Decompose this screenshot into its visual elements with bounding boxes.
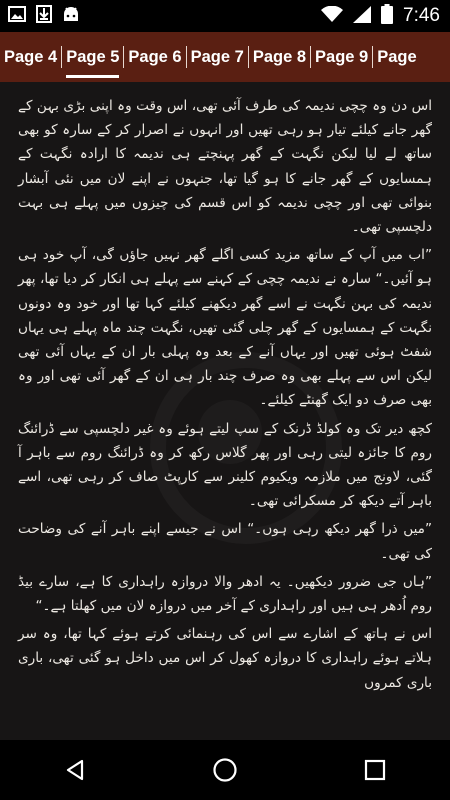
recents-button[interactable] [345,740,405,800]
paragraph: ”ہاں جی ضرور دیکھیں۔ یہ ادھر والا دروازہ راہداری کا ہے، سارے بیڈ روم اُدھر ہی ہیں اور راہداری کے آخر میں دروازہ لان میں کھلتا ہے۔“ [18,573,432,615]
status-bar [0,0,450,32]
tab-page-7[interactable]: Page 7 [190,47,244,66]
paragraph: ”میں ذرا گھر دیکھ رہی ہوں۔“ اس نے جیسے اپنے باہر آنے کی وضاحت کی تھی۔ [18,521,432,562]
system-icons [321,4,450,28]
tab-page-9[interactable]: Page 9 [315,47,369,66]
back-button[interactable] [45,740,105,800]
image-icon [8,6,26,26]
download-icon [36,5,52,27]
page-tabs [0,32,450,82]
tab-page-8[interactable]: Page 8 [252,47,307,66]
home-button[interactable] [195,740,255,800]
tab-page-10[interactable]: Page [377,47,417,66]
story-text [18,94,432,699]
paragraph: اس دن وہ چچی ندیمہ کی طرف آئی تھی، اس وقت وہ اپنی بڑی بہن کے گھر جانے کیلئے تیار ہو رہی تھیں اور انہوں نے اصرار کر کے سارہ کو بھی ساتھ لے لیا لیکن نگہت کے گھر پہنچتے ہی ندیمہ کا ارادہ نگہت کے ہمسایوں کے گھر جانے کا ہو گیا تھا، جنہوں نے اپنے لان میں نئی آبشار بنوائی تھی اور چچی ندیمہ کو اس قسم کی چیزوں میں پہلے ہی بہت دلچسپی تھی۔ [18,98,432,236]
notification-icons [0,5,80,27]
signal-icon [353,6,371,27]
paragraph: ”اب میں آپ کے ساتھ مزید کسی اگلے گھر نہیں جاؤں گی، آپ خود ہی ہو آئیں۔“ سارہ نے ندیمہ چچی کے کہنے سے پہلے ہی انکار کر دیا تھا، پھر ندیمہ کی بہن نگہت نے اسے گھر دیکھنے کیلئے کہا تھا اور خود وہ دونوں نگہت کے ہمسایوں کے گھر چلی گئی تھیں، نگہت چند ماہ پہلے ہی یہاں شفٹ ہوئی تھیں اور یہاں آنے کے بعد وہ پہلی بار ان کے یہاں آئی تھی لیکن اس سے پہلے بھی وہ صرف چند بار ہی ان کے گھر آئی تھی اور وہ بھی صرف دو ایک گھنٹے کیلئے۔ [18,247,432,409]
page-content[interactable] [0,82,450,740]
navigation-bar [0,740,450,800]
battery-icon [381,4,393,28]
recents-icon [364,759,386,781]
tab-page-4[interactable]: Page 4 [4,47,58,66]
home-icon [212,757,238,783]
paragraph: اس نے ہاتھ کے اشارے سے اس کی رہنمائی کرتے ہوئے کہا تھا، وہ سر ہلاتے ہوئے راہداری کا دروازہ کھول کر اس میں داخل ہو گئی تھی، باری باری کمروں [18,626,432,691]
tab-page-5[interactable]: Page 5 [62,32,123,82]
android-icon [62,6,80,26]
clock: 7:46 [403,5,440,26]
paragraph: کچھ دیر تک وہ کولڈ ڈرنک کے سپ لیتے ہوئے وہ غیر دلچسپی سے ڈرائنگ روم کا جائزہ لیتی رہی اور پھر گلاس رکھ کر وہ ڈرائنگ روم سے باہر آ گئی، لاونج میں ملازمہ ویکیوم کلینر سے کارپٹ صاف کر رہی تھی، اسے باہر آتے دیکھ کر مسکرائی تھی۔ [18,420,432,510]
wifi-icon [321,6,343,27]
back-icon [63,758,87,782]
tab-page-6[interactable]: Page 6 [128,47,182,66]
